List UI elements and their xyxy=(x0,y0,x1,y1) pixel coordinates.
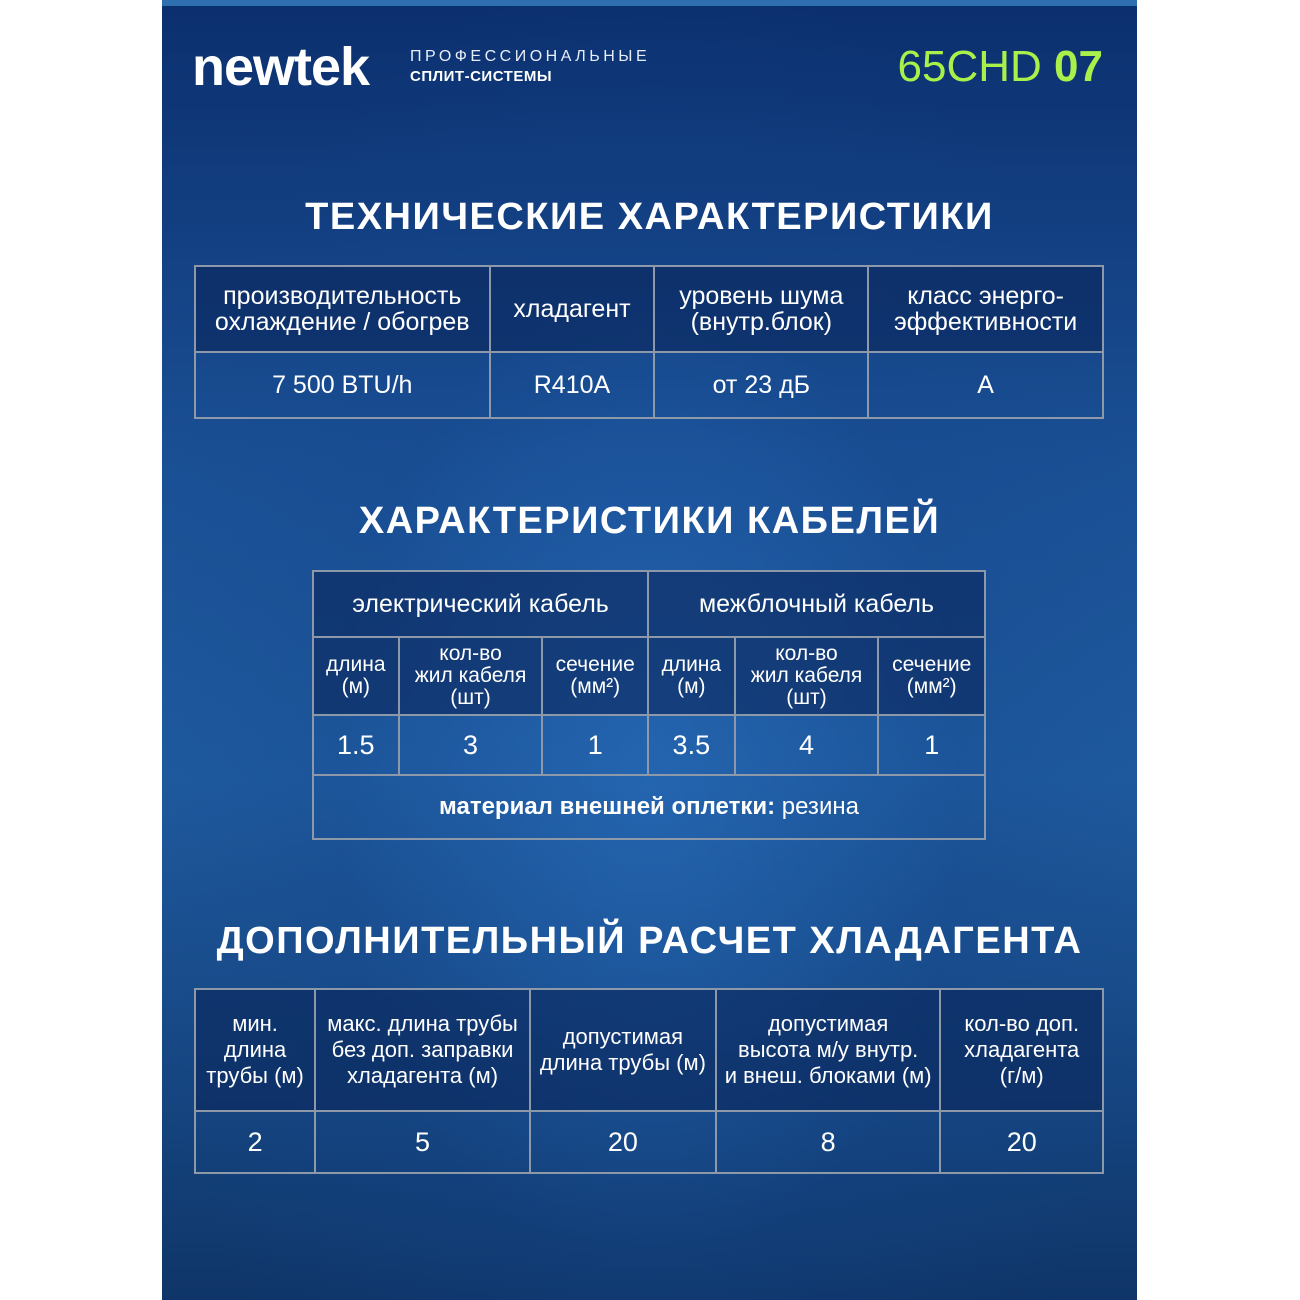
cables-group-interblock: межблочный кабель xyxy=(648,571,985,637)
brand-tagline-1: ПРОФЕССИОНАЛЬНЫЕ xyxy=(410,48,651,65)
tech-header-refrigerant: хладагент xyxy=(490,266,655,352)
tech-value-noise: от 23 дБ xyxy=(654,352,868,418)
cables-material-value: резина xyxy=(781,793,859,820)
brand-tagline-2: СПЛИТ-СИСТЕМЫ xyxy=(410,68,552,85)
cables-table xyxy=(312,570,986,840)
refrigerant-value-allowed-length: 20 xyxy=(530,1111,716,1173)
cables-value-length-electric: 1.5 xyxy=(313,715,399,775)
cables-material-row xyxy=(313,775,985,839)
refrigerant-value-allowed-height: 8 xyxy=(716,1111,941,1173)
tech-header-row xyxy=(195,266,1103,352)
cables-group-electric: электрический кабель xyxy=(313,571,648,637)
refrigerant-table xyxy=(194,988,1104,1174)
model-prefix: 65CHD xyxy=(897,42,1042,91)
refrigerant-value-extra-charge: 20 xyxy=(940,1111,1103,1173)
cables-value-cores-electric: 3 xyxy=(399,715,543,775)
refrigerant-header-allowed-height: допустимая высота м/у внутр. и внеш. блоками (м) xyxy=(716,989,941,1111)
model-name xyxy=(898,42,1103,92)
refrigerant-value-row xyxy=(195,1111,1103,1173)
tech-header-energy-class: класс энерго- эффективности xyxy=(868,266,1103,352)
cables-sub-length-electric: длина (м) xyxy=(313,637,399,715)
brand-header xyxy=(162,37,1137,100)
refrigerant-header-extra-charge: кол-во доп. хладагента (г/м) xyxy=(940,989,1103,1111)
tech-header-noise: уровень шума (внутр.блок) xyxy=(654,266,868,352)
cables-sub-cores-interblock: кол-во жил кабеля (шт) xyxy=(735,637,879,715)
refrigerant-value-min-length: 2 xyxy=(195,1111,315,1173)
cables-sub-section-interblock: сечение (мм²) xyxy=(878,637,985,715)
cables-subheader-row xyxy=(313,637,985,715)
cables-value-section-electric: 1 xyxy=(542,715,648,775)
refrigerant-header-min-length: мин. длина трубы (м) xyxy=(195,989,315,1111)
tech-specs-title: ТЕХНИЧЕСКИЕ ХАРАКТЕРИСТИКИ xyxy=(305,196,994,238)
tech-specs-table xyxy=(194,265,1104,419)
model-suffix: 07 xyxy=(1054,42,1103,91)
cables-value-section-interblock: 1 xyxy=(878,715,985,775)
product-info-panel xyxy=(162,0,1137,1300)
tech-value-energy-class: A xyxy=(868,352,1103,418)
top-border-line xyxy=(162,0,1137,6)
refrigerant-header-max-length-no-charge: макс. длина трубы без доп. заправки хладагента (м) xyxy=(315,989,530,1111)
cables-sub-section-electric: сечение (мм²) xyxy=(542,637,648,715)
cables-value-length-interblock: 3.5 xyxy=(648,715,735,775)
cables-title: ХАРАКТЕРИСТИКИ КАБЕЛЕЙ xyxy=(358,500,941,542)
cables-material-cell xyxy=(313,775,985,839)
refrigerant-header-allowed-length: допустимая длина трубы (м) xyxy=(530,989,716,1111)
cables-value-cores-interblock: 4 xyxy=(735,715,879,775)
tech-value-row xyxy=(195,352,1103,418)
refrigerant-title: ДОПОЛНИТЕЛЬНЫЙ РАСЧЕТ ХЛАДАГЕНТА xyxy=(216,920,1083,962)
cables-material-label: материал внешней оплетки: xyxy=(439,793,776,820)
tech-value-refrigerant: R410A xyxy=(490,352,655,418)
cables-group-row xyxy=(313,571,985,637)
brand-logo: newtek xyxy=(192,37,370,97)
cables-value-row xyxy=(313,715,985,775)
cables-sub-length-interblock: длина (м) xyxy=(648,637,735,715)
cables-sub-cores-electric: кол-во жил кабеля (шт) xyxy=(399,637,543,715)
tech-header-capacity: производительность охлаждение / обогрев xyxy=(195,266,490,352)
refrigerant-header-row xyxy=(195,989,1103,1111)
tech-value-capacity: 7 500 BTU/h xyxy=(195,352,490,418)
refrigerant-value-max-length-no-charge: 5 xyxy=(315,1111,530,1173)
